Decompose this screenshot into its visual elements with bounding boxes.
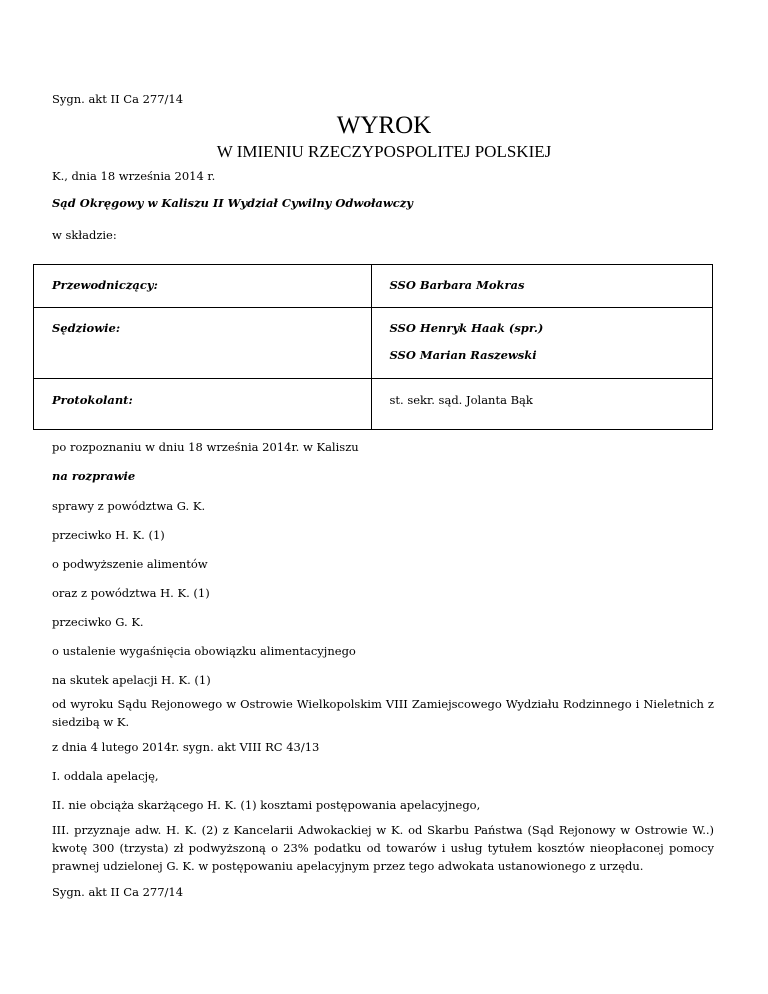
- name-presiding: SSO Barbara Mokras: [389, 278, 525, 292]
- name-judge-1: SSO Henryk Haak (spr.): [389, 321, 544, 335]
- ruling-3: III. przyznaje adw. H. K. (2) z Kancelarii Adwokackiej w K. od Skarbu Państwa (Sąd Rejonowy w Ostrowie W..) kwotę 300 (trzysta) zł podwyższoną o 23% podatku od towarów i usług tytułem kosztów nieopłaconej pomocy prawnej udzielonej G. K. w postępowaniu apelacyjnym przez tego adwokata ustanowionego z urzędu.: [52, 823, 714, 873]
- document-title: WYROK: [336, 112, 432, 139]
- subject-line-2: o ustalenie wygaśnięcia obowiązku alimentacyjnego: [52, 644, 356, 658]
- hearing-line: na rozprawie: [52, 469, 136, 483]
- court-name: Sąd Okręgowy w Kaliszu II Wydział Cywilny Odwoławczy: [52, 196, 413, 210]
- role-judges: Sędziowie:: [52, 321, 121, 335]
- appeal-line: na skutek apelacji H. K. (1): [52, 673, 211, 687]
- examined-line: po rozpoznaniu w dniu 18 września 2014r. w Kaliszu: [52, 440, 359, 454]
- plaintiff-line: sprawy z powództwa G. K.: [52, 499, 206, 513]
- name-judge-2: SSO Marian Raszewski: [389, 348, 537, 362]
- court-panel-table: [33, 264, 713, 430]
- ruling-2: II. nie obciąża skarżącego H. K. (1) kosztami postępowania apelacyjnego,: [52, 798, 481, 812]
- name-clerk: st. sekr. sąd. Jolanta Bąk: [389, 393, 533, 407]
- judgment-date-line: z dnia 4 lutego 2014r. sygn. akt VIII RC 43/13: [52, 740, 320, 754]
- against-line-1: przeciwko H. K. (1): [52, 528, 165, 542]
- case-signature-bottom: Sygn. akt II Ca 277/14: [52, 885, 184, 899]
- role-presiding: Przewodniczący:: [52, 278, 158, 292]
- subject-line-1: o podwyższenie alimentów: [52, 557, 208, 571]
- role-clerk: Protokolant:: [52, 393, 133, 407]
- ruling-1: I. oddala apelację,: [52, 769, 159, 783]
- against-line-2: przeciwko G. K.: [52, 615, 144, 629]
- case-signature-top: Sygn. akt II Ca 277/14: [52, 92, 184, 106]
- counterclaim-line: oraz z powództwa H. K. (1): [52, 586, 210, 600]
- judgment-from-paragraph: od wyroku Sądu Rejonowego w Ostrowie Wielkopolskim VIII Zamiejscowego Wydziału Rodzinnego i Nieletnich z siedzibą w K.: [52, 697, 714, 729]
- panel-row-judges: [34, 308, 713, 379]
- composition-intro: w składzie:: [52, 228, 117, 242]
- place-and-date: K., dnia 18 września 2014 r.: [52, 169, 216, 183]
- panel-row-clerk: [34, 379, 713, 430]
- panel-row-presiding: [34, 265, 713, 308]
- document-subtitle: W IMIENIU RZECZYPOSPOLITEJ POLSKIEJ: [216, 142, 552, 161]
